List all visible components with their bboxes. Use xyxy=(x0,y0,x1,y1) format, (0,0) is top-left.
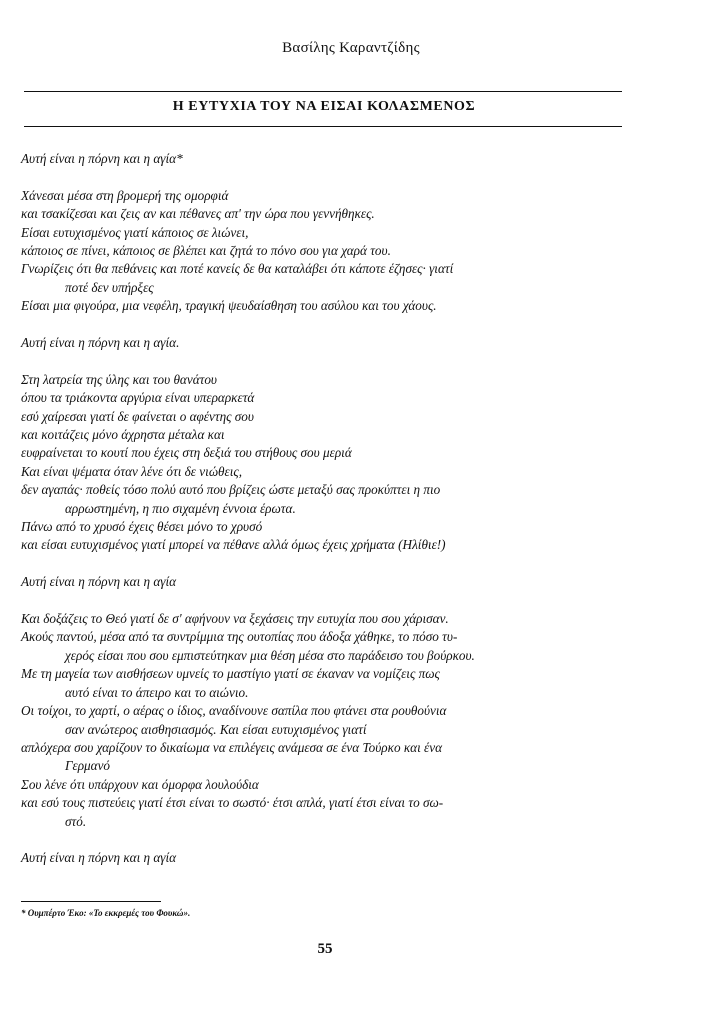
poem-line: Σου λένε ότι υπάρχουν και όμορφα λουλούδια xyxy=(21,776,259,792)
poem-line-continuation: ποτέ δεν υπήρξες xyxy=(65,279,154,295)
poem-line: Και είναι ψέματα όταν λένε ότι δε νιώθεις, xyxy=(21,463,243,479)
poem-line: Χάνεσαι μέσα στη βρομερή της ομορφιά xyxy=(21,187,229,203)
poem-line: Στη λατρεία της ύλης και του θανάτου xyxy=(21,371,217,387)
poem-line: και κοιτάζεις μόνο άχρηστα μέταλα και xyxy=(21,427,225,443)
poem-line: Με τη μαγεία των αισθήσεων υμνείς το μαστίγιο γιατί σε έκαναν να νομίζεις πως xyxy=(21,666,440,682)
poem-line-continuation: χερός είσαι που σου εμπιστεύτηκαν μια θέση μέσα στο παράδεισο του βούρκου. xyxy=(65,647,475,663)
stanza-break xyxy=(21,555,626,573)
poem-line-continuation: στό. xyxy=(65,813,87,829)
poem-line: ευφραίνεται το κουτί που έχεις στη δεξιά του στήθους σου μεριά xyxy=(21,445,352,461)
author-name: Βασίλης Καραντζίδης xyxy=(282,40,420,56)
poem-line-continuation: σαν ανώτερος αισθησιασμός. Και είσαι ευτυχισμένος γιατί xyxy=(65,721,367,737)
stanza-break xyxy=(21,352,626,370)
poem-line: εσύ χαίρεσαι γιατί δε φαίνεται ο αφέντης σου xyxy=(21,408,254,424)
poem-line: Και δοξάζεις το Θεό γιατί δε σ' αφήνουν να ξεχάσεις την ευτυχία που σου χάρισαν. xyxy=(21,611,449,627)
stanza-break xyxy=(21,168,626,186)
poem-line: Είσαι μια φιγούρα, μια νεφέλη, τραγική ψευδαίσθηση του ασύλου και του χάους. xyxy=(21,298,437,314)
poem-line: και εσύ τους πιστεύεις γιατί έτσι είναι το σωστό· έτσι απλά, γιατί έτσι είναι το σω- xyxy=(21,795,444,811)
poem-line: Αυτή είναι η πόρνη και η αγία xyxy=(21,850,177,866)
poem-line: δεν αγαπάς· ποθείς τόσο πολύ αυτό που βρίζεις ώστε μεταξύ σας προκύπτει η πιο xyxy=(21,482,441,498)
title-top-rule xyxy=(24,91,622,92)
stanza-break xyxy=(21,316,626,334)
poem-line: και τσακίζεσαι και ζεις αν και πέθανες απ' την ώρα που γεννήθηκες. xyxy=(21,206,375,222)
poem-line: Γνωρίζεις ότι θα πεθάνεις και ποτέ κανείς δε θα καταλάβει ότι κάποτε έζησες· γιατί xyxy=(21,261,454,277)
poem-title: Η ΕΥΤΥΧΙΑ ΤΟΥ ΝΑ ΕΙΣΑΙ ΚΟΛΑΣΜΕΝΟΣ xyxy=(172,99,476,114)
poem-line: Είσαι ευτυχισμένος γιατί κάποιος σε λιώνει, xyxy=(21,224,249,240)
poem-line-continuation: αυτό είναι το άπειρο και το αιώνιο. xyxy=(65,684,249,700)
poem-line: Οι τοίχοι, το χαρτί, ο αέρας ο ίδιος, αναδίνουνε σαπίλα που φτάνει στα ρουθούνια xyxy=(21,703,447,719)
poem-line-continuation: Γερμανό xyxy=(65,758,111,774)
poem-line: όπου τα τριάκοντα αργύρια είναι υπεραρκετά xyxy=(21,390,255,406)
footnote: * Ουμπέρτο Έκο: «Το εκκρεμές του Φουκώ». xyxy=(21,908,191,918)
poem-line: Αυτή είναι η πόρνη και η αγία* xyxy=(21,151,183,166)
poem-line: Πάνω από το χρυσό έχεις θέσει μόνο το χρυσό xyxy=(21,519,263,535)
poem-line: Αυτή είναι η πόρνη και η αγία xyxy=(21,574,177,590)
poem-body xyxy=(21,150,626,868)
poem-line: και είσαι ευτυχισμένος γιατί μπορεί να πέθανε αλλά όμως έχεις χρήματα (Ηλίθιε!) xyxy=(21,537,446,553)
poem-line: απλόχερα σου χαρίζουν το δικαίωμα να επιλέγεις ανάμεσα σε ένα Τούρκο και ένα xyxy=(21,739,443,755)
stanza-break xyxy=(21,592,626,610)
poem-line: κάποιος σε πίνει, κάποιος σε βλέπει και ζητά το πόνο σου για χαρά του. xyxy=(21,243,391,259)
stanza-break xyxy=(21,831,626,849)
poem-line: Αυτή είναι η πόρνη και η αγία. xyxy=(21,335,180,351)
title-bottom-rule xyxy=(24,126,622,127)
poem-line: Ακούς παντού, μέσα από τα συντρίμμια της ουτοπίας που άδοξα χάθηκε, το πόσο τυ- xyxy=(21,629,458,645)
footnote-rule xyxy=(21,901,161,902)
page-number: 55 xyxy=(317,941,333,957)
poem-line-continuation: αρρωστημένη, η πιο σιχαμένη έννοια έρωτα. xyxy=(65,500,296,516)
